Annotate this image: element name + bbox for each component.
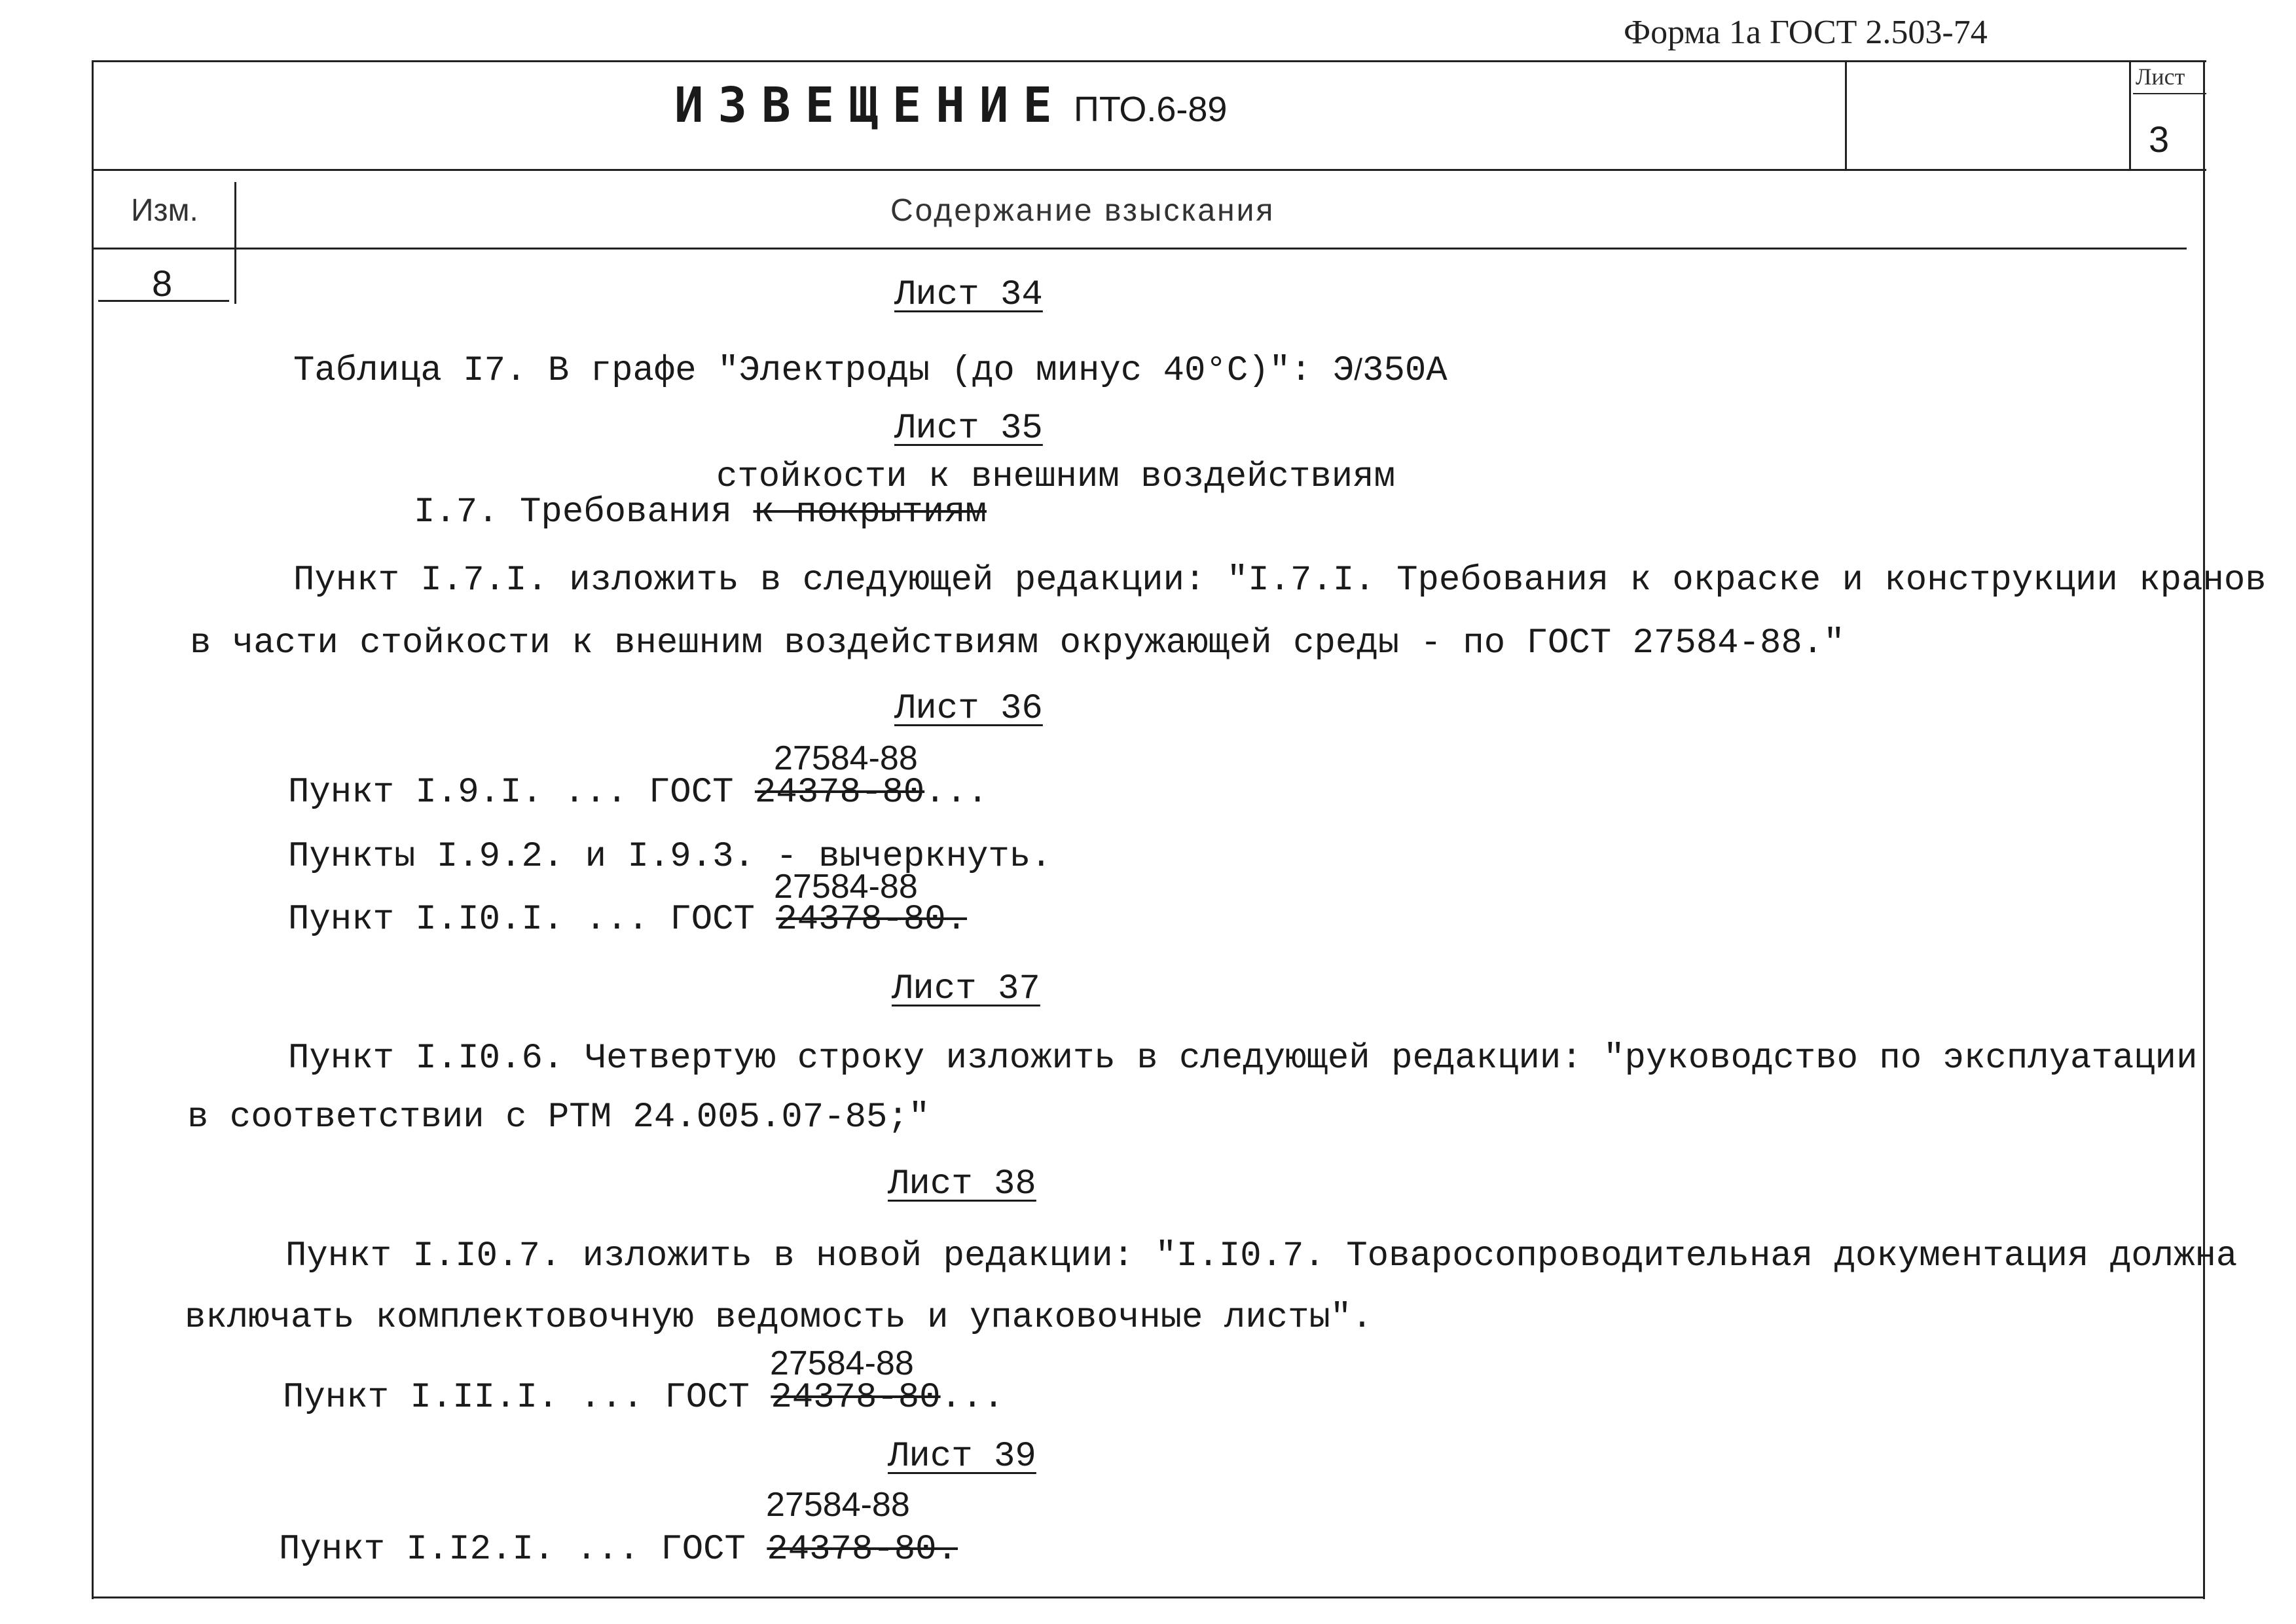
page-right-border bbox=[2203, 60, 2205, 1599]
p191-old-standard: 24378-80 bbox=[754, 773, 925, 813]
p1101-text: Пункт I.I0.I. ... ГОСТ bbox=[288, 900, 755, 940]
notice-number: ПТО.6-89 bbox=[1074, 90, 1228, 129]
sheet-38-heading: Лист 38 bbox=[888, 1164, 1036, 1204]
p1106-line-2: в соответствии с РТМ 24.005.07-85;" bbox=[187, 1098, 930, 1137]
column-header-rule bbox=[92, 248, 2187, 249]
item-17-struck-text: к покрытиям bbox=[753, 492, 987, 532]
change-number: 8 bbox=[152, 263, 173, 304]
page-left-border bbox=[92, 60, 94, 1599]
p192-line: Пункты I.9.2. и I.9.3. - вычеркнуть. bbox=[288, 837, 1052, 877]
p1106-line-1: Пункт I.I0.6. Четвертую строку изложить в следующей редакции: "руководство по эксплуатации bbox=[288, 1039, 2198, 1079]
sheet-box-left bbox=[2129, 60, 2131, 169]
p191-line bbox=[288, 775, 988, 811]
p1121-text: Пункт I.I2.I. ... ГОСТ bbox=[279, 1530, 746, 1570]
p1111-old-standard: 24378-80 bbox=[771, 1378, 941, 1418]
table-17-text: Таблица I7. В графе "Электроды (до минус 40°С)": Э bbox=[293, 351, 1355, 391]
sheet-36-heading: Лист 36 bbox=[894, 689, 1043, 729]
sheet-35-heading: Лист 35 bbox=[894, 409, 1043, 449]
change-column-header: Изм. bbox=[131, 193, 198, 228]
p1101-new-standard: 27584-88 bbox=[774, 868, 918, 906]
p171-line-1: Пункт I.7.I. изложить в следующей редакции: "I.7.I. Требования к окраске и конструкции кранов bbox=[293, 561, 2267, 600]
p191-text: Пункт I.9.I. ... ГОСТ bbox=[288, 773, 734, 813]
page-bottom-border bbox=[92, 1596, 2205, 1598]
sheet-label: Лист bbox=[2136, 64, 2185, 90]
p1121-line bbox=[279, 1532, 958, 1568]
p1101-old-standard: 24378-80. bbox=[776, 900, 967, 940]
table-17-line bbox=[293, 351, 1448, 391]
item-17-line bbox=[414, 492, 987, 532]
sheet-box-rule bbox=[2133, 93, 2206, 94]
header-bottom-rule bbox=[92, 169, 2206, 171]
change-column-divider bbox=[234, 182, 236, 304]
p1101-line bbox=[288, 902, 967, 938]
p191-ellipsis: ... bbox=[924, 773, 989, 813]
header-divider-right bbox=[1845, 60, 1847, 169]
p1121-new-standard: 27584-88 bbox=[766, 1486, 910, 1524]
p1111-line bbox=[283, 1380, 1004, 1416]
item-17-insertion: стойкости к внешним воздействиям bbox=[716, 457, 1395, 497]
p191-new-standard: 27584-88 bbox=[774, 739, 918, 777]
form-label: Форма 1а ГОСТ 2.503-74 bbox=[1624, 14, 1988, 51]
p1121-old-standard: 24378-80. bbox=[767, 1530, 958, 1570]
table-17-end: 350А bbox=[1362, 351, 1448, 391]
sheet-34-heading: Лист 34 bbox=[894, 275, 1043, 315]
sheet-number: 3 bbox=[2149, 119, 2170, 160]
notice-title: ИЗВЕЩЕНИЕ bbox=[674, 77, 1066, 134]
p1111-new-standard: 27584-88 bbox=[770, 1344, 914, 1382]
sheet-39-heading: Лист 39 bbox=[888, 1437, 1036, 1477]
p1111-text: Пункт I.II.I. ... ГОСТ bbox=[283, 1378, 750, 1418]
p171-line-2: в части стойкости к внешним воздействиям окружающей среды - по ГОСТ 27584-88." bbox=[190, 623, 1845, 663]
p1107-line-1: Пункт I.I0.7. изложить в новой редакции: "I.I0.7. Товаросопроводительная документация должна bbox=[285, 1236, 2238, 1276]
content-column-header: Содержание взыскания bbox=[890, 193, 1275, 228]
item-17-text: I.7. Требования bbox=[414, 492, 733, 532]
p1111-ellipsis: ... bbox=[940, 1378, 1004, 1418]
p1107-line-2: включать комплектовочную ведомость и упаковочные листы". bbox=[185, 1298, 1373, 1338]
header-top-rule bbox=[92, 60, 2206, 62]
table-17-correction-slash: / bbox=[1354, 352, 1363, 386]
sheet-37-heading: Лист 37 bbox=[892, 969, 1040, 1009]
